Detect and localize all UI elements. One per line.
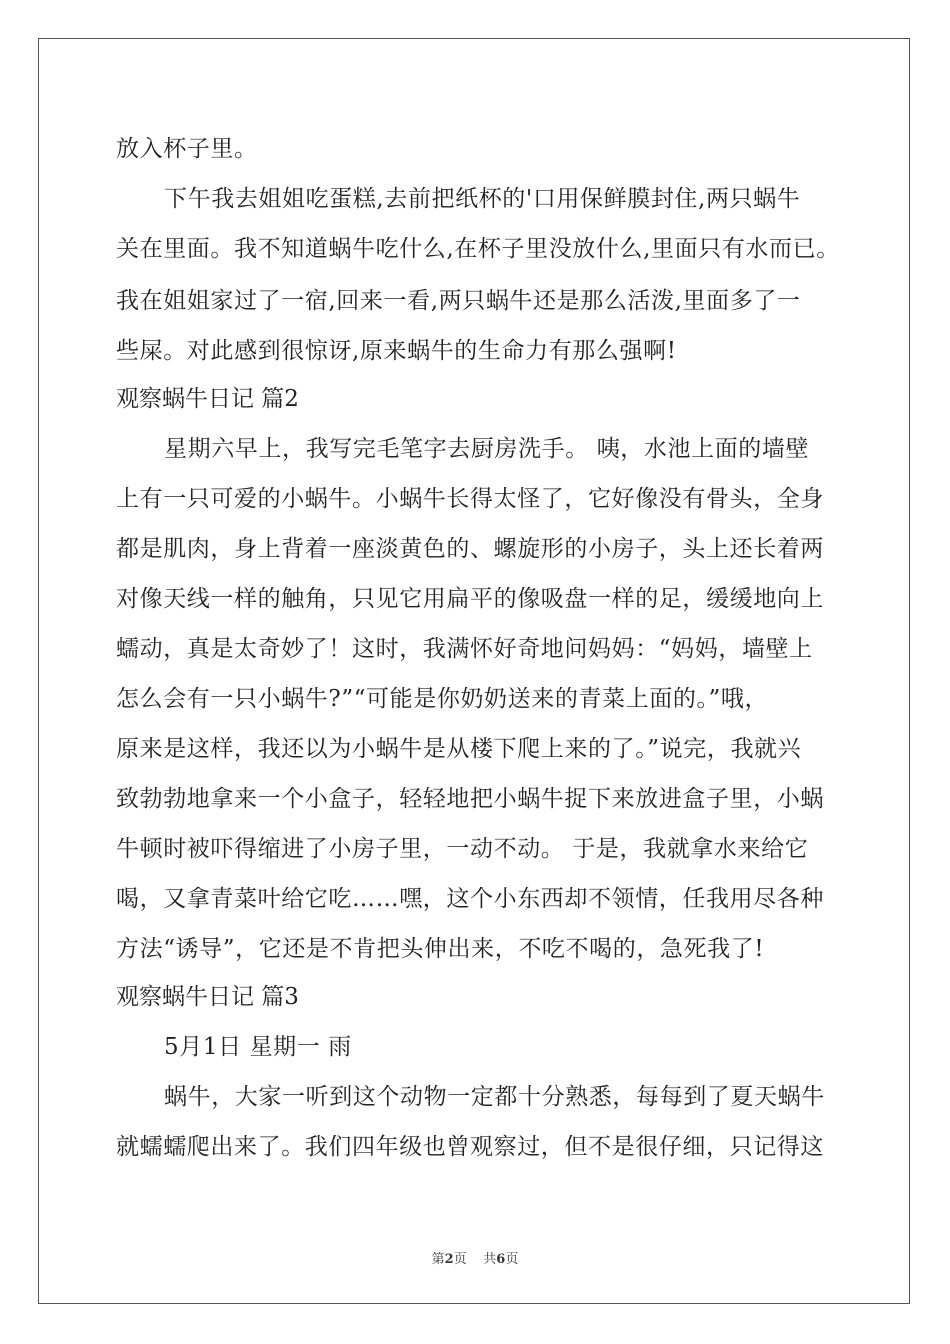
total-pages: 6	[496, 1252, 506, 1267]
text-line: 下午我去姐姐吃蛋糕,去前把纸杯的'口用保鲜膜封住,两只蜗牛	[164, 186, 801, 212]
total-prefix: 共	[483, 1252, 497, 1267]
text-line: 喝，又拿青菜叶给它吃……嘿，这个小东西却不领情，任我用尽各种	[116, 886, 824, 912]
text-line: 关在里面。我不知道蜗牛吃什么,在杯子里没放什么,里面只有水而已。	[116, 236, 840, 262]
page-border	[38, 38, 910, 1304]
text-line: 牛顿时被吓得缩进了小房子里，一动不动。 于是，我就拿水来给它	[116, 836, 809, 862]
text-line: 对像天线一样的触角，只见它用扁平的像吸盘一样的足，缓缓地向上	[116, 586, 824, 612]
page-prefix: 第	[431, 1252, 445, 1267]
text-line: 放入杯子里。	[116, 136, 258, 162]
text-line: 些屎。对此感到很惊讶,原来蜗牛的生命力有那么强啊!	[116, 338, 677, 364]
text-line: 致勃勃地拿来一个小盒子，轻轻地把小蜗牛捉下来放进盒子里，小蜗	[116, 786, 824, 812]
date-line: 5月1日 星期一 雨	[164, 1034, 352, 1060]
page-suffix: 页	[453, 1252, 467, 1267]
text-line: 怎么会有一只小蜗牛?”“可能是你奶奶送来的青菜上面的。”哦，	[116, 686, 769, 712]
page-footer	[0, 1248, 950, 1267]
total-suffix: 页	[505, 1252, 519, 1267]
text-line: 就蠕蠕爬出来了。我们四年级也曾观察过，但不是很仔细，只记得这	[116, 1134, 824, 1160]
text-line: 蠕动，真是太奇妙了！这时，我满怀好奇地问妈妈：“妈妈，墙壁上	[116, 636, 813, 662]
text-line: 我在姐姐家过了一宿,回来一看,两只蜗牛还是那么活泼,里面多了一	[116, 288, 801, 314]
text-line: 方法“诱导”，它还是不肯把头伸出来，不吃不喝的，急死我了!	[116, 936, 765, 962]
text-line: 都是肌肉，身上背着一座淡黄色的、螺旋形的小房子，头上还长着两	[116, 536, 824, 562]
section-heading: 观察蜗牛日记 篇3	[116, 984, 299, 1010]
text-line: 上有一只可爱的小蜗牛。小蜗牛长得太怪了，它好像没有骨头，全身	[116, 486, 824, 512]
section-heading: 观察蜗牛日记 篇2	[116, 386, 299, 412]
text-line: 原来是这样，我还以为小蜗牛是从楼下爬上来的了。”说完，我就兴	[116, 736, 802, 762]
text-line: 蜗牛，大家一听到这个动物一定都十分熟悉，每每到了夏天蜗牛	[164, 1084, 825, 1110]
text-line: 星期六早上，我写完毛笔字去厨房洗手。 咦，水池上面的墙壁	[164, 436, 810, 462]
page-number: 2	[444, 1252, 454, 1267]
